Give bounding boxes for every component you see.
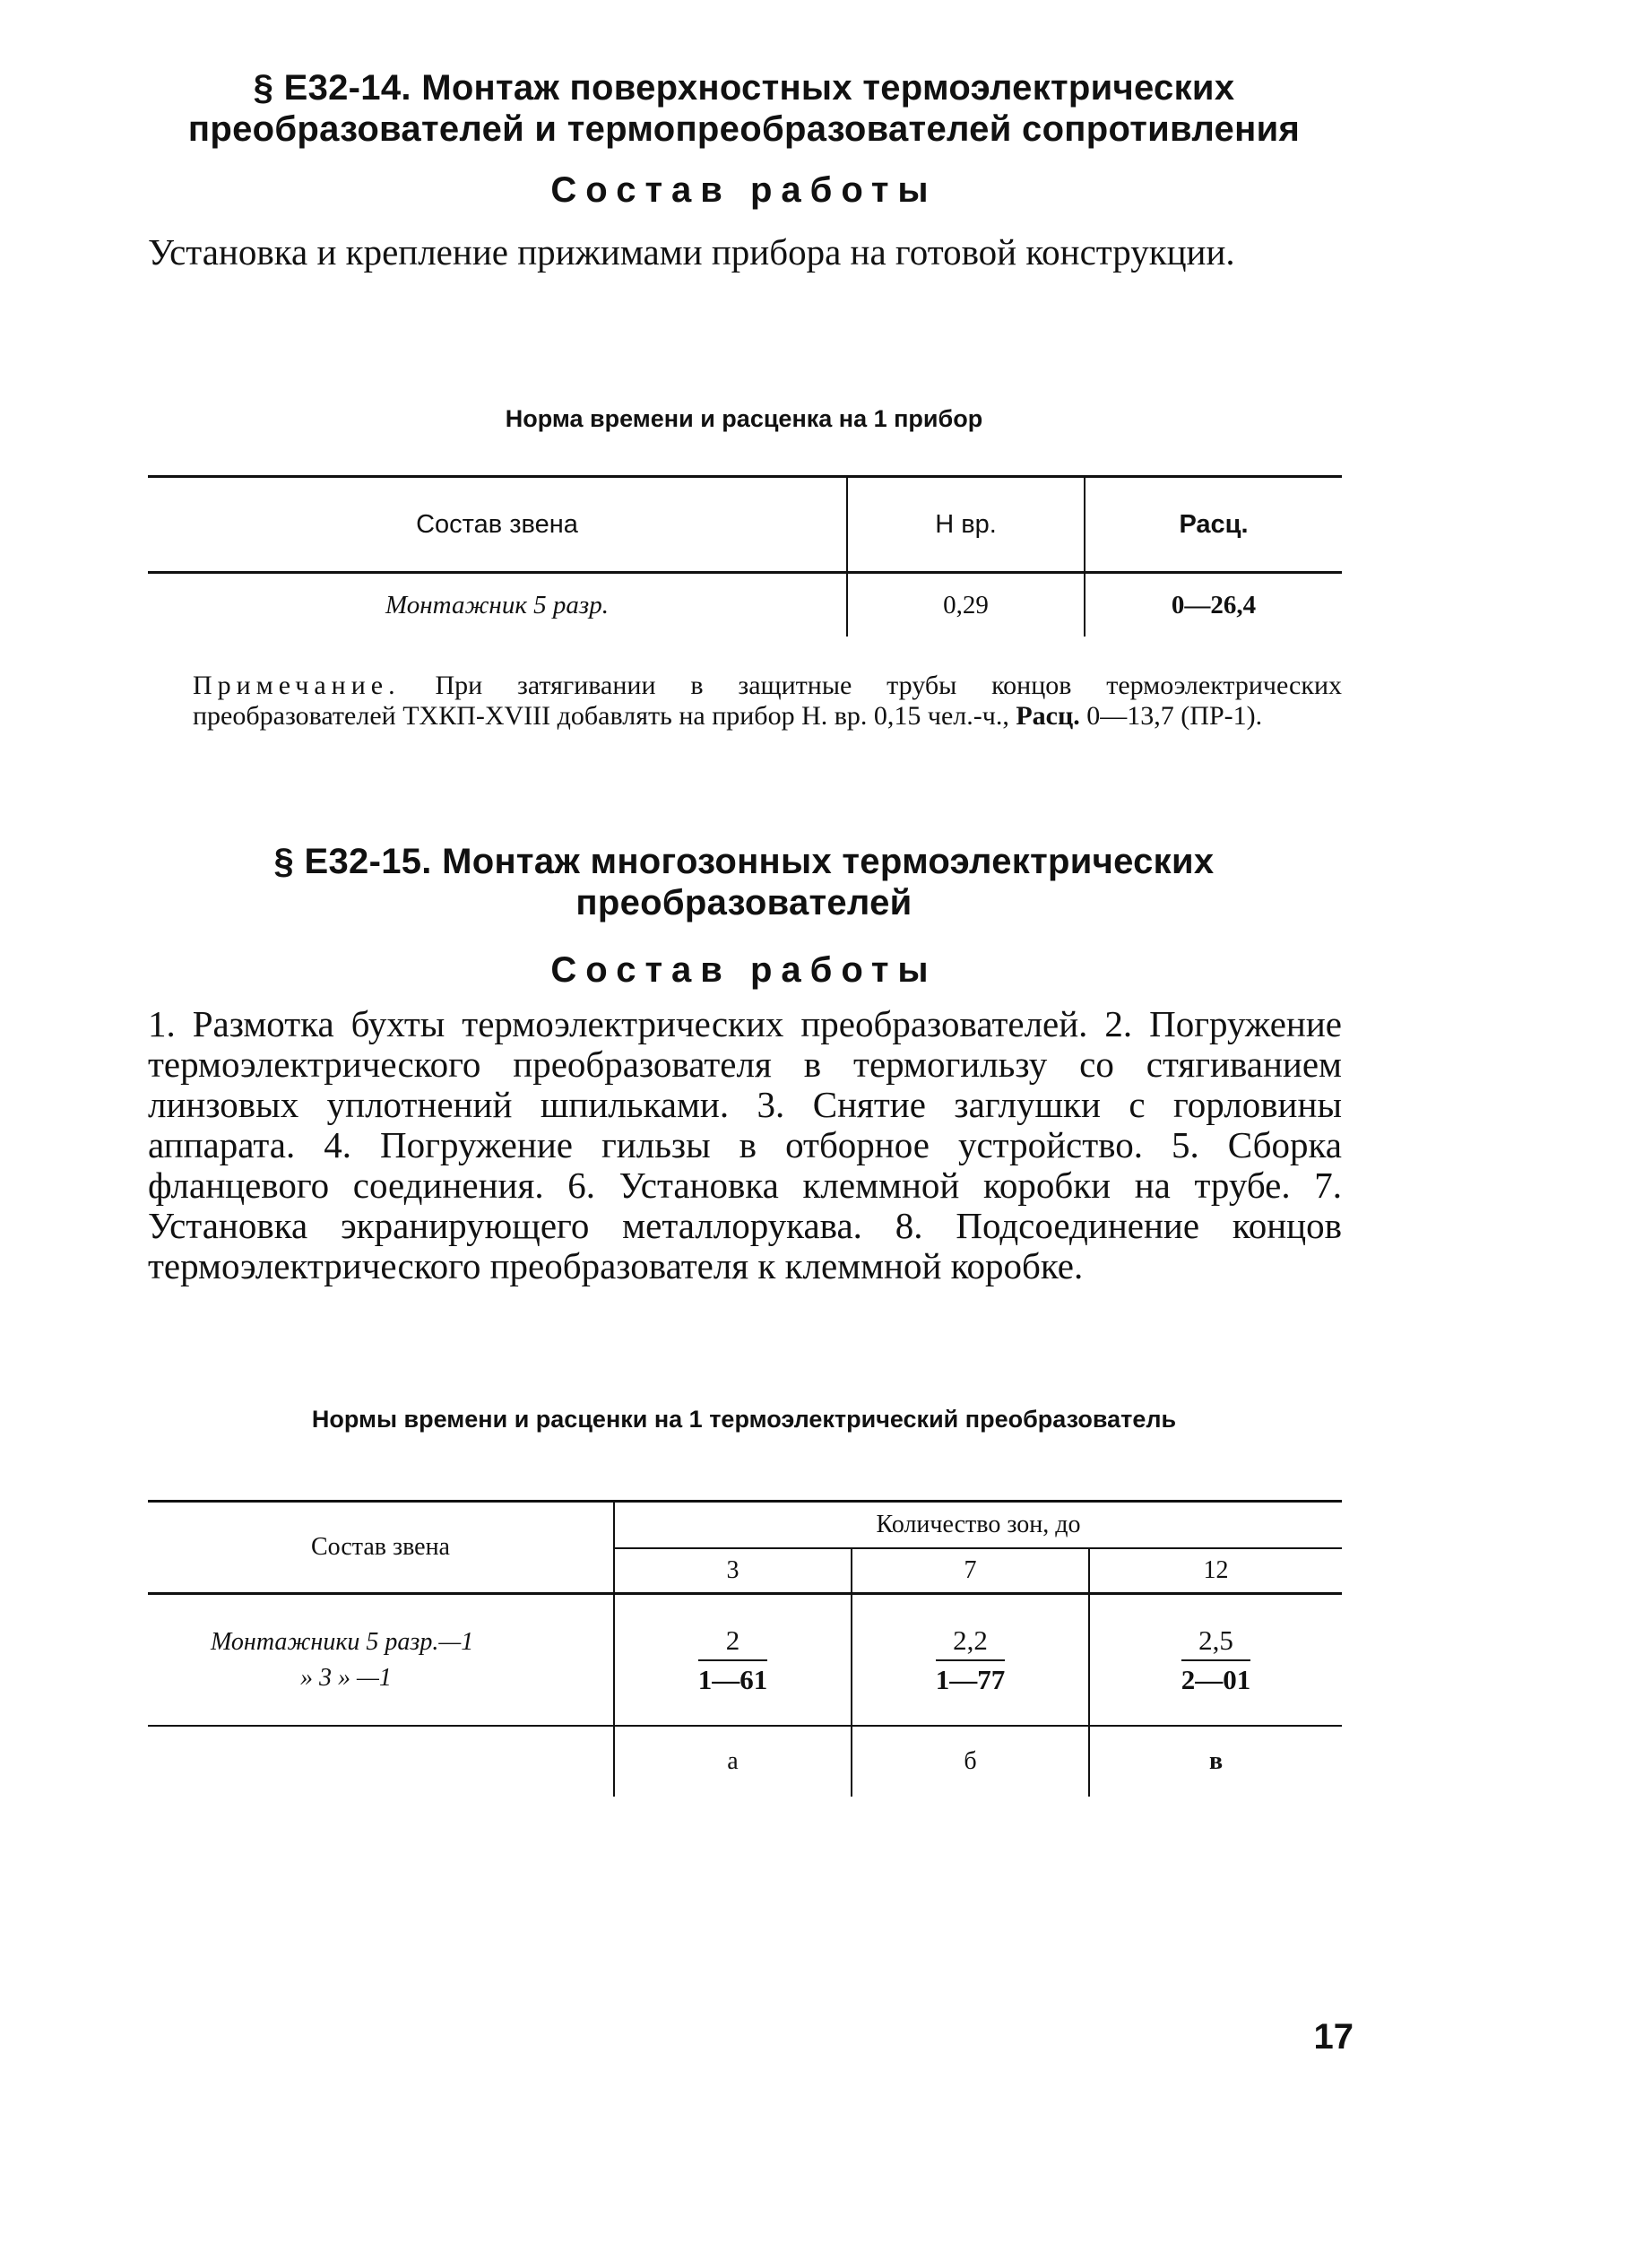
column-letter-a: а [614, 1726, 852, 1797]
norm-value: 2,5 [1181, 1624, 1251, 1661]
section-e32-14-work-text: Установка и крепление прижимами прибора на готовой конструкции. [148, 231, 1235, 273]
cell-zones-7 [852, 1594, 1089, 1727]
section-e32-15-title [143, 841, 1345, 923]
page-number: 17 [1313, 2017, 1354, 2057]
section-e32-14-note [193, 671, 1342, 732]
crew-line-1: Монтажники 5 разр.—1 [211, 1627, 474, 1656]
cell-zones-12 [1089, 1594, 1342, 1727]
table-row [148, 573, 1342, 637]
col-header-norm: Н вр. [847, 477, 1085, 573]
rate-value: 1—61 [697, 1663, 768, 1695]
col-header-zones: Количество зон, до [614, 1502, 1342, 1549]
col-header-crew: Состав звена [148, 1502, 614, 1594]
rate-value: 2—01 [1181, 1663, 1251, 1695]
col-header-rate: Расц. [1085, 477, 1342, 573]
norm-rate-fraction [936, 1624, 1006, 1697]
cell-zones-3 [614, 1594, 852, 1727]
cell-crew: Монтажник 5 разр. [385, 590, 609, 619]
rate-value: 1—77 [935, 1663, 1006, 1695]
zone-count-7: 7 [852, 1548, 1089, 1594]
crew-line-2: » 3 » —1 [300, 1663, 392, 1692]
section-e32-15-work-heading: Состав работы [550, 950, 938, 990]
col-header-crew: Состав звена [148, 477, 847, 573]
norm-value: 2,2 [936, 1624, 1006, 1661]
section-e32-14-title-line1: § Е32-14. Монтаж поверхностных термоэлектрических [253, 68, 1235, 108]
column-letter-b: б [852, 1726, 1089, 1797]
note-rate-value: 0—13,7 (ПР-1). [1086, 701, 1263, 731]
column-letter-v: в [1089, 1726, 1342, 1797]
norm-rate-fraction [698, 1624, 768, 1697]
norm-rate-fraction [1181, 1624, 1251, 1697]
cell-norm: 0,29 [847, 573, 1085, 637]
table-row [148, 1594, 1342, 1727]
zone-count-12: 12 [1089, 1548, 1342, 1594]
section-e32-14-norm-table [148, 475, 1342, 637]
cell-rate: 0—26,4 [1085, 573, 1342, 637]
section-e32-15-norm-table [148, 1500, 1342, 1797]
section-e32-14-work-heading: Состав работы [550, 170, 938, 210]
section-e32-14-table-caption: Норма времени и расценка на 1 прибор [505, 405, 983, 432]
section-e32-15-table-caption: Нормы времени и расценки на 1 термоэлектрический преобразователь [311, 1406, 1177, 1433]
section-e32-14-title [143, 67, 1345, 150]
cell-crew [148, 1594, 614, 1727]
norm-value: 2 [698, 1624, 768, 1661]
section-e32-15-title-line1: § Е32-15. Монтаж многозонных термоэлектрических [273, 842, 1215, 881]
norm-table-header-row [148, 477, 1342, 573]
section-e32-14-title-line2: преобразователей и термопреобразователей сопротивления [187, 109, 1301, 149]
note-rate-label: Расц. [1016, 701, 1080, 731]
zone-count-3: 3 [614, 1548, 852, 1594]
zones-header-row [148, 1502, 1342, 1549]
column-letters-row [148, 1726, 1342, 1797]
section-e32-15-work-text: 1. Размотка бухты термоэлектрических преобразователей. 2. Погружение термоэлектрического преобразователя в термогильзу со стягиванием линзовых уплотнений шпильками. 3. Снятие заглушки с горловины аппарата. 4. Погружение гильзы в отборное устройство. 5. Сборка фланцевого соединения. 6. Установка клеммной коробки на трубе. 7. Установка экранирующего металлорукава. 8. Подсоединение концов термоэлектрического преобразователя к клеммной коробке. [148, 1003, 1342, 1286]
section-e32-15-title-line2: преобразователей [575, 883, 912, 922]
cell-empty [148, 1726, 614, 1797]
note-text: При затягивании в защитные трубы концов термоэлектрических преобразователей ТХКП-XVIII добавлять на прибор Н. вр. 0,15 чел.-ч., [193, 671, 1342, 731]
note-label: Примечание. [193, 671, 401, 700]
